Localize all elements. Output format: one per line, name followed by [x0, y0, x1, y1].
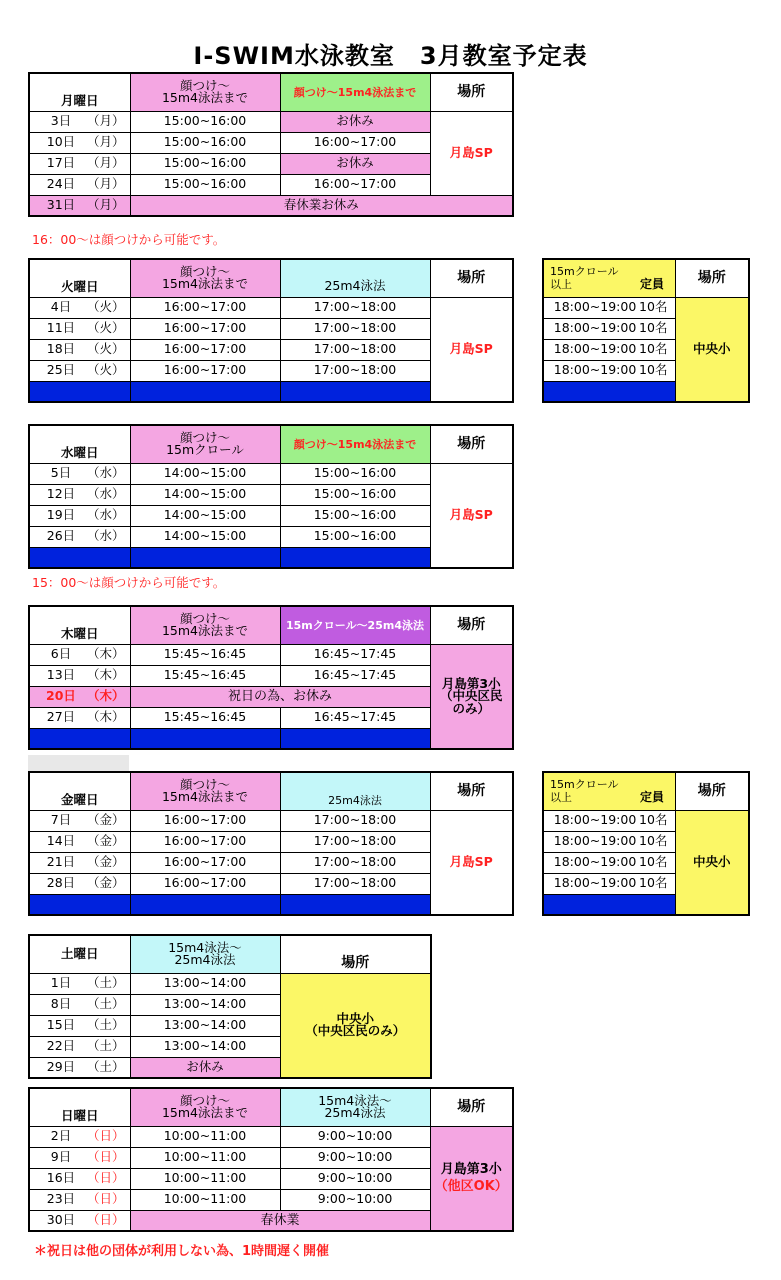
weekday: （土）	[86, 1059, 125, 1074]
date: 3日	[50, 113, 72, 129]
weekday: （火）	[86, 299, 125, 315]
weekday: （木）	[86, 709, 125, 725]
time-slot: 17:00~18:00	[280, 297, 430, 318]
time-slot: 18:00~19:00	[553, 299, 637, 315]
closed-cell: 春休業お休み	[130, 195, 513, 216]
closed-cell: お休み	[280, 153, 430, 174]
table-row	[543, 297, 749, 318]
sunday-table	[28, 1087, 514, 1232]
class-header-1: 顔つけ～ 15m4泳法まで	[130, 259, 280, 297]
date: 9日	[50, 1149, 72, 1165]
date: 25日	[46, 362, 76, 378]
class-header-1: 顔つけ～ 15m4泳法まで	[130, 606, 280, 644]
side-header	[543, 772, 675, 810]
table-row	[29, 973, 431, 994]
weekday: （日）	[86, 1170, 125, 1186]
page-title: I-SWIM水泳教室 3月教室予定表	[193, 42, 588, 70]
saturday-table	[28, 934, 432, 1079]
time-slot: 15:45~16:45	[130, 665, 280, 686]
day-label: 木曜日	[29, 606, 130, 644]
capacity: 10名	[639, 812, 668, 828]
weekday: （月）	[86, 113, 125, 129]
table-row	[29, 463, 513, 484]
day-label: 水曜日	[29, 425, 130, 463]
date: 11日	[46, 320, 76, 336]
capacity: 10名	[639, 320, 668, 336]
time-slot: 16:00~17:00	[130, 297, 280, 318]
thursday-table	[28, 605, 514, 750]
date: 7日	[50, 812, 72, 828]
date: 5日	[50, 465, 72, 481]
time-slot: 16:00~17:00	[130, 852, 280, 873]
weekday: （日）	[86, 1212, 125, 1227]
weekday: （水）	[86, 465, 125, 481]
weekday: （日）	[86, 1191, 125, 1207]
friday-table	[28, 771, 514, 916]
time-slot: 17:00~18:00	[280, 810, 430, 831]
time-slot: 14:00~15:00	[130, 484, 280, 505]
table-row	[29, 195, 513, 216]
time-slot: 17:00~18:00	[280, 873, 430, 894]
time-slot: 15:00~16:00	[130, 132, 280, 153]
time-slot: 17:00~18:00	[280, 360, 430, 381]
capacity: 10名	[639, 833, 668, 849]
capacity: 10名	[639, 341, 668, 357]
time-slot: 16:00~17:00	[280, 174, 430, 195]
date: 12日	[46, 486, 76, 502]
time-slot: 15:45~16:45	[130, 707, 280, 728]
day-label: 火曜日	[29, 259, 130, 297]
time-slot: 18:00~19:00	[553, 812, 637, 828]
time-slot: 16:00~17:00	[130, 339, 280, 360]
time-slot: 18:00~19:00	[553, 362, 637, 378]
weekday: （火）	[86, 341, 125, 357]
date: 8日	[50, 996, 72, 1012]
time-slot: 15:00~16:00	[130, 111, 280, 132]
date: 23日	[46, 1191, 76, 1207]
time-slot: 15:00~16:00	[280, 505, 430, 526]
capacity: 10名	[639, 854, 668, 870]
table-row	[29, 810, 513, 831]
date: 13日	[46, 667, 76, 683]
time-slot: 16:00~17:00	[280, 132, 430, 153]
table-row	[29, 1126, 513, 1147]
capacity: 10名	[639, 362, 668, 378]
venue-header: 場所	[675, 259, 749, 297]
monday-note: 16：00～は顔つけから可能です。	[32, 232, 226, 247]
weekday: （木）	[86, 646, 125, 662]
day-label: 金曜日	[29, 772, 130, 810]
weekday: （日）	[86, 1128, 125, 1144]
closed-cell: お休み	[130, 1057, 280, 1078]
venue: 月島SP	[430, 463, 513, 568]
table-row	[29, 297, 513, 318]
date: 24日	[46, 176, 76, 192]
time-slot: 10:00~11:00	[130, 1168, 280, 1189]
venue-note: （他区OK）	[434, 1179, 508, 1195]
time-slot: 17:00~18:00	[280, 339, 430, 360]
time-slot: 16:45~17:45	[280, 707, 430, 728]
time-slot: 16:45~17:45	[280, 665, 430, 686]
weekday: （火）	[86, 362, 125, 378]
date: 19日	[46, 507, 76, 523]
time-slot: 13:00~14:00	[130, 994, 280, 1015]
date: 31日	[46, 197, 76, 212]
date: 20日	[46, 688, 76, 704]
date: 2日	[50, 1128, 72, 1144]
monday-table	[28, 72, 514, 217]
time-slot: 16:00~17:00	[130, 810, 280, 831]
side-header-capacity: 定員	[640, 277, 665, 291]
date: 4日	[50, 299, 72, 315]
weekday: （木）	[86, 688, 125, 704]
venue-header: 場所	[280, 935, 431, 973]
time-slot: 18:00~19:00	[553, 833, 637, 849]
date: 29日	[46, 1059, 76, 1074]
venue: 月島SP	[430, 297, 513, 402]
tuesday-table	[28, 258, 514, 403]
date: 17日	[46, 155, 76, 171]
closed-cell: 春休業	[130, 1210, 430, 1231]
venue-header: 場所	[430, 606, 513, 644]
time-slot: 17:00~18:00	[280, 831, 430, 852]
venue-name: 月島第3小	[440, 1161, 502, 1177]
time-slot: 9:00~10:00	[280, 1168, 430, 1189]
shade-strip	[28, 755, 129, 771]
venue: 中央小	[675, 810, 749, 915]
time-slot: 15:45~16:45	[130, 644, 280, 665]
venue: 月島SP	[430, 111, 513, 195]
closed-cell: お休み	[280, 111, 430, 132]
weekday: （土）	[86, 1017, 125, 1033]
friday-side-table	[542, 771, 750, 916]
time-slot: 16:00~17:00	[130, 360, 280, 381]
table-row	[29, 644, 513, 665]
date: 28日	[46, 875, 76, 891]
class-header-1: 15m4泳法～ 25m4泳法	[130, 935, 280, 973]
weekday: （木）	[86, 667, 125, 683]
weekday: （土）	[86, 975, 125, 991]
class-header-2: 25m4泳法	[280, 772, 430, 810]
time-slot: 9:00~10:00	[280, 1126, 430, 1147]
venue-header: 場所	[430, 259, 513, 297]
weekday: （日）	[86, 1149, 125, 1165]
time-slot: 13:00~14:00	[130, 1015, 280, 1036]
table-row	[29, 111, 513, 132]
time-slot: 9:00~10:00	[280, 1189, 430, 1210]
venue: 中央小 （中央区民のみ）	[280, 973, 431, 1078]
time-slot: 15:00~16:00	[280, 526, 430, 547]
day-label: 月曜日	[29, 73, 130, 111]
side-header	[543, 259, 675, 297]
closed-cell: 祝日の為、お休み	[130, 686, 430, 707]
side-header-level: 15mクロール 以上	[550, 264, 619, 292]
side-header-level: 15mクロール 以上	[550, 777, 619, 805]
time-slot: 10:00~11:00	[130, 1147, 280, 1168]
class-header-1: 顔つけ～ 15m4泳法まで	[130, 772, 280, 810]
time-slot: 18:00~19:00	[553, 854, 637, 870]
weekday: （水）	[86, 486, 125, 502]
weekday: （月）	[86, 197, 125, 212]
side-header-capacity: 定員	[640, 790, 665, 804]
date: 26日	[46, 528, 76, 544]
time-slot: 16:00~17:00	[130, 873, 280, 894]
venue: 月島第3小 （中央区民 のみ）	[430, 644, 513, 749]
time-slot: 17:00~18:00	[280, 852, 430, 873]
table-row	[543, 810, 749, 831]
capacity: 10名	[639, 875, 668, 891]
time-slot: 15:00~16:00	[280, 484, 430, 505]
time-slot: 17:00~18:00	[280, 318, 430, 339]
date: 21日	[46, 854, 76, 870]
weekday: （月）	[86, 176, 125, 192]
class-header-2: 25m4泳法	[280, 259, 430, 297]
time-slot: 18:00~19:00	[553, 320, 637, 336]
day-label: 日曜日	[29, 1088, 130, 1126]
weekday: （金）	[86, 854, 125, 870]
weekday: （月）	[86, 155, 125, 171]
class-header-2: 15mクロール～25m4泳法	[280, 606, 430, 644]
time-slot: 15:00~16:00	[280, 463, 430, 484]
weekday: （土）	[86, 1038, 125, 1054]
class-header-2: 顔つけ～15m4泳法まで	[280, 425, 430, 463]
venue-header: 場所	[430, 1088, 513, 1126]
venue	[430, 1126, 513, 1231]
time-slot: 16:45~17:45	[280, 644, 430, 665]
capacity: 10名	[639, 299, 668, 315]
venue-header: 場所	[430, 425, 513, 463]
wednesday-table	[28, 424, 514, 569]
weekday: （水）	[86, 507, 125, 523]
wednesday-note: 15：00～は顔つけから可能です。	[32, 575, 226, 590]
time-slot: 14:00~15:00	[130, 463, 280, 484]
class-header-1: 顔つけ～ 15m4泳法まで	[130, 1088, 280, 1126]
weekday: （金）	[86, 812, 125, 828]
class-header-2: 顔つけ～15m4泳法まで	[280, 73, 430, 111]
weekday: （水）	[86, 528, 125, 544]
venue: 中央小	[675, 297, 749, 402]
time-slot: 15:00~16:00	[130, 153, 280, 174]
date: 14日	[46, 833, 76, 849]
day-label: 土曜日	[29, 935, 130, 973]
date: 30日	[46, 1212, 76, 1227]
venue-header: 場所	[430, 772, 513, 810]
time-slot: 15:00~16:00	[130, 174, 280, 195]
time-slot: 14:00~15:00	[130, 526, 280, 547]
time-slot: 9:00~10:00	[280, 1147, 430, 1168]
weekday: （土）	[86, 996, 125, 1012]
weekday: （火）	[86, 320, 125, 336]
tuesday-side-table	[542, 258, 750, 403]
footer-note: ＊祝日は他の団体が利用しない為、1時間遅く開催	[34, 1244, 330, 1259]
date: 10日	[46, 134, 76, 150]
time-slot: 18:00~19:00	[553, 341, 637, 357]
venue-header: 場所	[675, 772, 749, 810]
weekday: （金）	[86, 833, 125, 849]
date: 22日	[46, 1038, 76, 1054]
time-slot: 18:00~19:00	[553, 875, 637, 891]
weekday: （月）	[86, 134, 125, 150]
venue: 月島SP	[430, 810, 513, 915]
date: 6日	[50, 646, 72, 662]
time-slot: 10:00~11:00	[130, 1126, 280, 1147]
date: 18日	[46, 341, 76, 357]
time-slot: 13:00~14:00	[130, 1036, 280, 1057]
time-slot: 16:00~17:00	[130, 831, 280, 852]
weekday: （金）	[86, 875, 125, 891]
venue-header: 場所	[430, 73, 513, 111]
date: 1日	[50, 975, 72, 991]
class-header-1: 顔つけ～ 15mクロール	[130, 425, 280, 463]
date: 16日	[46, 1170, 76, 1186]
date: 27日	[46, 709, 76, 725]
time-slot: 14:00~15:00	[130, 505, 280, 526]
time-slot: 13:00~14:00	[130, 973, 280, 994]
time-slot: 10:00~11:00	[130, 1189, 280, 1210]
class-header-1: 顔つけ～ 15m4泳法まで	[130, 73, 280, 111]
class-header-2: 15m4泳法～ 25m4泳法	[280, 1088, 430, 1126]
date: 15日	[46, 1017, 76, 1033]
time-slot: 16:00~17:00	[130, 318, 280, 339]
